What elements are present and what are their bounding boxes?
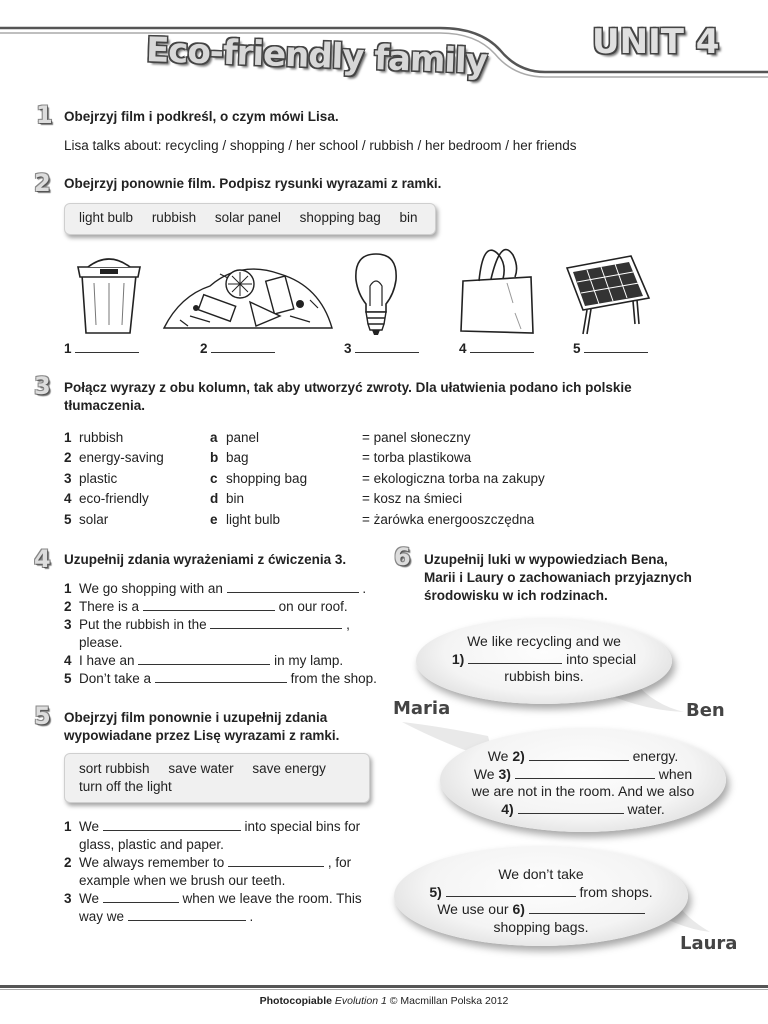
word-box-item: solar panel [214,210,281,225]
exercise-5-word-box [64,753,370,803]
bin-icon [74,253,144,339]
answer-blank[interactable] [529,748,629,761]
exercise-6-number: 6 [394,543,411,571]
solar-panel-icon [563,254,653,336]
footer-rule-light [0,989,768,990]
word-box-item: light bulb [79,210,134,225]
exercise-2-instruction: Obejrzyj ponownie film. Podpisz rysunki wyrazami z ramki. [64,176,442,191]
picture-label-5: 5 [573,340,648,356]
word-box-item: save water [168,761,234,776]
table-row: 5 solar e light bulb = żarówka energooszczędna [64,511,535,527]
picture-label-1: 1 [64,340,139,356]
answer-blank[interactable] [228,854,324,867]
word-box-item: shopping bag [299,210,381,225]
speaker-ben: Ben [686,700,725,721]
unit-label: UNIT 4 [592,22,720,62]
table-row: 4 eco-friendly d bin = kosz na śmieci [64,491,463,507]
exercise-4-sentences: 1 We go shopping with an . 2 There is a on our roof. 3 Put the rubbish in the , please. 4 I have an in my lamp. 5 Don’t take a from the shop. [64,581,377,686]
exercise-2-number: 2 [34,169,51,197]
exercise-5-sentences: 1 We into special bins for glass, plastic and paper. 2 We always remember to , for example when we brush our teeth. 3 We when we leave the room. This way we . [64,819,362,924]
picture-label-2: 2 [200,340,275,356]
exercise-3-table [64,427,545,530]
answer-blank[interactable] [446,884,576,897]
speech-bubble-laura: We don’t take 5) from shops. We use our 6) shopping bags. [394,846,688,946]
exercise-5-number: 5 [34,702,51,730]
answer-blank[interactable] [128,908,246,921]
speech-bubble-maria: We 2) energy. We 3) when we are not in the room. And we also 4) water. [440,728,726,832]
exercise-1-number: 1 [36,101,53,129]
answer-blank[interactable] [227,580,359,593]
word-box-item: sort rubbish [79,761,150,776]
exercise-4-instruction: Uzupełnij zdania wyrażeniami z ćwiczenia 3. [64,552,347,567]
footer-credit: Photocopiable Evolution 1 © Macmillan Polska 2012 [259,995,509,1007]
exercise-3-number: 3 [34,372,51,400]
word-box-item: bin [399,210,418,225]
shopping-bag-icon [457,243,537,338]
table-row: 2 energy-saving b bag = torba plastikowa [64,450,472,466]
answer-blank[interactable] [103,818,241,831]
rubbish-pile-icon [160,256,335,336]
light-bulb-icon [352,250,400,338]
answer-blank[interactable] [138,652,270,665]
answer-blank[interactable] [468,651,562,664]
word-box-item: rubbish [151,210,197,225]
exercise-3-instruction: Połącz wyrazy z obu kolumn, tak aby utworzyć zwroty. Dla ułatwienia podano ich polskie tłumaczenia. [64,380,632,413]
answer-blank[interactable] [529,901,645,914]
table-row: 1 rubbish a panel = panel słoneczny [64,429,471,445]
footer-rule [0,985,768,988]
exercise-1-sentence: Lisa talks about: recycling / shopping / her school / rubbish / her bedroom / her friends [64,138,577,153]
answer-blank[interactable] [515,766,655,779]
answer-blank[interactable] [155,670,287,683]
exercise-2-word-box [64,203,436,235]
exercise-5-instruction: Obejrzyj film ponownie i uzupełnij zdania wypowiadane przez Lisę wyrazami z ramki. [64,710,340,743]
speaker-maria: Maria [393,698,451,719]
page-title: Eco-friendly family [145,30,488,82]
speaker-laura: Laura [680,933,738,954]
table-row: 3 plastic c shopping bag = ekologiczna torba na zakupy [64,470,545,486]
exercise-1-instruction: Obejrzyj film i podkreśl, o czym mówi Lisa. [64,109,339,124]
word-box-item: turn off the light [79,779,172,794]
picture-label-3: 3 [344,340,419,356]
answer-blank[interactable] [143,598,275,611]
picture-label-4: 4 [459,340,534,356]
answer-blank[interactable] [518,801,624,814]
exercise-6-instruction: Uzupełnij luki w wypowiedziach Bena, Marii i Laury o zachowaniach przyjaznych środowisku w ich rodzinach. [424,552,692,603]
exercise-4-number: 4 [34,545,51,573]
answer-blank[interactable] [103,890,179,903]
answer-blank[interactable] [210,616,342,629]
word-box-item: save energy [252,761,326,776]
speech-bubble-ben: We like recycling and we 1) into special rubbish bins. [416,618,672,704]
